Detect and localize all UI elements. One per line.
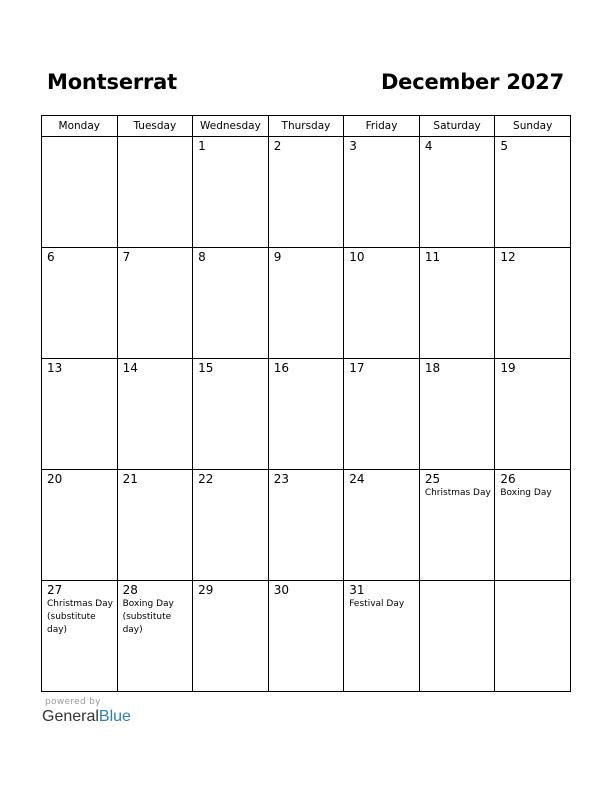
brand-blue: Blue	[98, 708, 131, 725]
day-cell	[193, 137, 269, 248]
day-content	[269, 359, 344, 376]
month-title: December 2027	[380, 70, 564, 94]
day-content	[344, 359, 419, 376]
day-number: 15	[198, 361, 214, 375]
holiday-label: Festival Day	[349, 599, 405, 609]
day-cell	[193, 359, 269, 470]
day-content	[193, 359, 268, 376]
day-cell	[495, 359, 571, 470]
week-row	[42, 470, 571, 581]
day-number: 17	[349, 361, 365, 375]
day-content	[344, 581, 419, 611]
day-content	[42, 248, 117, 265]
day-cell	[268, 470, 344, 581]
day-content	[269, 581, 344, 598]
day-number: 10	[349, 250, 365, 264]
day-cell	[42, 359, 118, 470]
day-content	[193, 137, 268, 154]
weekday-header: Thursday	[268, 116, 344, 137]
day-number: 24	[349, 472, 365, 486]
day-number: 21	[122, 472, 138, 486]
day-cell	[344, 248, 420, 359]
day-content	[495, 137, 570, 154]
day-cell	[193, 581, 269, 692]
day-content	[193, 248, 268, 265]
day-number: 13	[47, 361, 63, 375]
day-content	[118, 137, 193, 139]
day-number: 3	[349, 139, 357, 153]
day-number: 6	[47, 250, 55, 264]
day-content	[495, 470, 570, 500]
day-cell	[193, 248, 269, 359]
day-number: 16	[273, 361, 289, 375]
week-row	[42, 137, 571, 248]
weekday-header: Saturday	[419, 116, 495, 137]
day-number: 1	[198, 139, 206, 153]
day-number: 18	[424, 361, 441, 375]
day-number: 26	[500, 472, 516, 486]
day-number: 7	[122, 250, 131, 264]
day-number: 4	[424, 139, 433, 153]
day-content	[420, 248, 495, 265]
day-cell	[419, 248, 495, 359]
holiday-label: Christmas Day (substitute day)	[47, 599, 114, 635]
day-cell	[495, 470, 571, 581]
weekday-header: Sunday	[495, 116, 571, 137]
day-content	[420, 470, 495, 500]
day-content	[269, 137, 344, 154]
day-cell	[193, 470, 269, 581]
day-content	[193, 581, 268, 598]
day-content	[118, 470, 193, 487]
day-content	[193, 470, 268, 487]
day-content	[42, 359, 117, 376]
weekday-header-row	[42, 116, 571, 137]
day-cell	[344, 470, 420, 581]
weekday-header: Monday	[42, 116, 118, 137]
day-content	[42, 470, 117, 487]
day-content	[495, 359, 570, 376]
day-content	[42, 137, 117, 139]
day-content	[344, 137, 419, 154]
day-cell	[42, 248, 118, 359]
day-cell	[42, 581, 118, 692]
weekday-header: Wednesday	[193, 116, 269, 137]
day-content	[269, 470, 344, 487]
holiday-label: Boxing Day (substitute day)	[122, 599, 174, 635]
day-content	[420, 137, 495, 154]
day-cell	[344, 581, 420, 692]
day-cell	[42, 137, 118, 248]
country-title: Montserrat	[47, 70, 177, 94]
weekday-header: Friday	[344, 116, 420, 137]
day-cell	[344, 359, 420, 470]
day-cell	[268, 137, 344, 248]
day-content	[495, 248, 570, 265]
day-content	[118, 359, 193, 376]
day-cell	[117, 248, 193, 359]
day-number: 27	[47, 583, 63, 597]
day-cell	[268, 359, 344, 470]
day-number: 12	[500, 250, 516, 264]
day-cell	[117, 581, 193, 692]
day-content	[420, 359, 495, 376]
holiday-label: Christmas Day	[424, 488, 491, 498]
day-number: 9	[273, 250, 282, 264]
day-cell	[268, 581, 344, 692]
day-cell	[419, 359, 495, 470]
day-cell	[42, 470, 118, 581]
weekday-header: Tuesday	[117, 116, 193, 137]
day-number: 30	[273, 583, 289, 597]
powered-by-label: powered by	[45, 697, 101, 707]
day-content	[118, 581, 193, 637]
day-cell	[495, 137, 571, 248]
day-number: 19	[500, 361, 516, 375]
day-number: 22	[198, 472, 214, 486]
day-number: 2	[273, 139, 282, 153]
day-cell	[344, 137, 420, 248]
holiday-label: Boxing Day	[500, 488, 552, 498]
day-content	[269, 248, 344, 265]
day-cell	[117, 137, 193, 248]
calendar-grid	[41, 115, 571, 692]
day-content	[118, 248, 193, 265]
day-content	[420, 581, 495, 583]
day-cell	[495, 581, 571, 692]
day-number: 14	[122, 361, 138, 375]
day-cell	[419, 137, 495, 248]
day-content	[344, 470, 419, 487]
day-number: 31	[349, 583, 365, 597]
day-content	[495, 581, 570, 583]
day-cell	[495, 248, 571, 359]
brand-general: General	[42, 708, 99, 725]
day-number: 29	[198, 583, 214, 597]
day-cell	[117, 470, 193, 581]
day-content	[42, 581, 117, 637]
day-cell	[268, 248, 344, 359]
week-row	[42, 248, 571, 359]
day-cell	[117, 359, 193, 470]
day-cell	[419, 470, 495, 581]
day-number: 20	[47, 472, 63, 486]
day-content	[344, 248, 419, 265]
day-number: 23	[273, 472, 289, 486]
day-number: 5	[500, 139, 509, 153]
day-number: 11	[424, 250, 441, 264]
generalblue-logo	[42, 708, 131, 726]
week-row	[42, 359, 571, 470]
day-cell	[419, 581, 495, 692]
day-number: 28	[122, 583, 138, 597]
day-number: 8	[198, 250, 206, 264]
day-number: 25	[424, 472, 441, 486]
week-row	[42, 581, 571, 692]
